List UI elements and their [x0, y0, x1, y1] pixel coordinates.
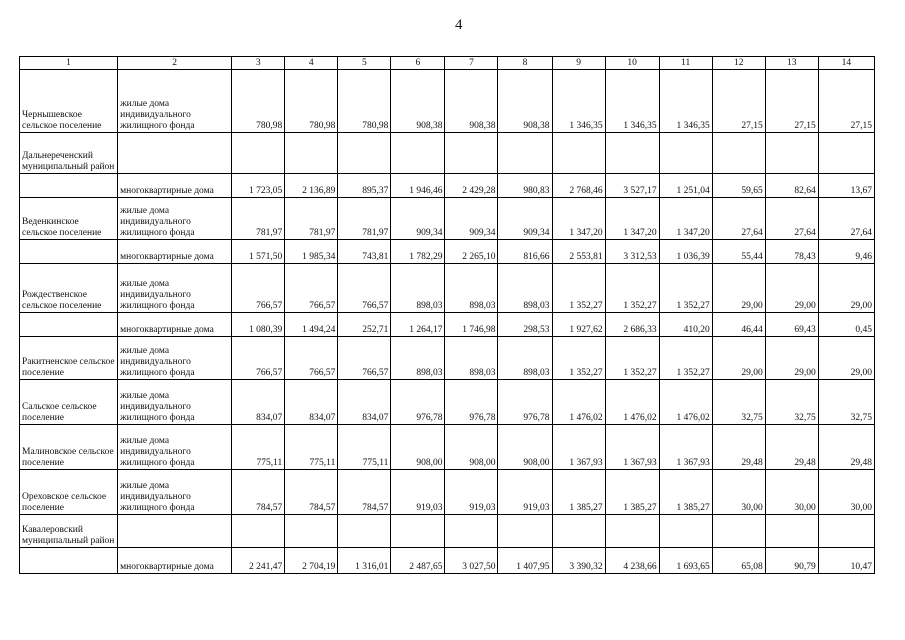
value-cell: 1 352,27	[552, 337, 605, 380]
value-cell: 1 385,27	[605, 470, 659, 515]
value-cell: 1 316,01	[338, 548, 391, 574]
column-header: 13	[765, 57, 818, 70]
value-cell: 1 080,39	[232, 313, 285, 337]
housing-type-cell: многоквартирные дома	[118, 548, 232, 574]
value-cell: 1 264,17	[391, 313, 445, 337]
value-cell: 27,15	[818, 70, 874, 133]
housing-type-cell: жилые дома индивидуального жилищного фонда	[118, 70, 232, 133]
value-cell: 1 251,04	[659, 174, 712, 198]
value-cell: 1 407,95	[498, 548, 552, 574]
value-cell: 766,57	[232, 337, 285, 380]
table-row	[20, 380, 875, 425]
value-cell: 784,57	[232, 470, 285, 515]
value-cell	[605, 515, 659, 548]
value-cell: 908,38	[498, 70, 552, 133]
value-cell	[285, 515, 338, 548]
value-cell: 895,37	[338, 174, 391, 198]
value-cell: 298,53	[498, 313, 552, 337]
value-cell: 29,48	[765, 425, 818, 470]
value-cell: 1 723,05	[232, 174, 285, 198]
value-cell	[765, 515, 818, 548]
value-cell: 834,07	[338, 380, 391, 425]
value-cell	[338, 133, 391, 174]
value-cell: 2 768,46	[552, 174, 605, 198]
value-cell: 775,11	[285, 425, 338, 470]
value-cell: 1 346,35	[552, 70, 605, 133]
value-cell: 1 352,27	[605, 264, 659, 313]
value-cell: 27,15	[712, 70, 765, 133]
settlement-name-cell	[20, 313, 118, 337]
value-cell	[232, 515, 285, 548]
value-cell: 976,78	[498, 380, 552, 425]
value-cell: 784,57	[285, 470, 338, 515]
value-cell: 1 367,93	[605, 425, 659, 470]
page-number: 4	[455, 17, 463, 33]
settlement-name-cell: Малиновское сельское поселение	[20, 425, 118, 470]
value-cell: 898,03	[445, 337, 498, 380]
value-cell: 781,97	[285, 198, 338, 240]
value-cell: 919,03	[445, 470, 498, 515]
settlement-name-cell: Сальское сельское поселение	[20, 380, 118, 425]
value-cell: 30,00	[712, 470, 765, 515]
value-cell: 3 390,32	[552, 548, 605, 574]
table-header-row	[20, 57, 875, 70]
column-header: 4	[285, 57, 338, 70]
value-cell: 766,57	[285, 337, 338, 380]
value-cell: 4 238,66	[605, 548, 659, 574]
housing-type-cell: жилые дома индивидуального жилищного фонда	[118, 337, 232, 380]
table-row	[20, 240, 875, 264]
column-header: 14	[818, 57, 874, 70]
value-cell: 909,34	[391, 198, 445, 240]
column-header: 1	[20, 57, 118, 70]
settlement-name-cell: Дальнереченский муниципальный район	[20, 133, 118, 174]
table-row	[20, 337, 875, 380]
settlement-name-cell: Веденкинское сельское поселение	[20, 198, 118, 240]
value-cell: 252,71	[338, 313, 391, 337]
value-cell: 780,98	[232, 70, 285, 133]
value-cell	[712, 133, 765, 174]
value-cell: 29,00	[765, 337, 818, 380]
value-cell: 908,00	[445, 425, 498, 470]
value-cell: 2 265,10	[445, 240, 498, 264]
value-cell: 46,44	[712, 313, 765, 337]
value-cell: 30,00	[818, 470, 874, 515]
housing-type-cell: многоквартирные дома	[118, 174, 232, 198]
value-cell: 1 347,20	[605, 198, 659, 240]
value-cell	[765, 133, 818, 174]
value-cell: 2 704,19	[285, 548, 338, 574]
column-header: 9	[552, 57, 605, 70]
value-cell: 1 476,02	[605, 380, 659, 425]
column-header: 8	[498, 57, 552, 70]
value-cell: 834,07	[285, 380, 338, 425]
value-cell: 78,43	[765, 240, 818, 264]
table-row	[20, 133, 875, 174]
housing-type-cell: жилые дома индивидуального жилищного фонда	[118, 198, 232, 240]
value-cell: 29,00	[765, 264, 818, 313]
housing-type-cell: многоквартирные дома	[118, 313, 232, 337]
value-cell	[498, 515, 552, 548]
value-cell: 1 494,24	[285, 313, 338, 337]
value-cell: 775,11	[338, 425, 391, 470]
value-cell: 29,00	[818, 337, 874, 380]
value-cell: 816,66	[498, 240, 552, 264]
value-cell: 766,57	[338, 337, 391, 380]
settlement-name-cell	[20, 240, 118, 264]
value-cell: 784,57	[338, 470, 391, 515]
value-cell: 9,46	[818, 240, 874, 264]
value-cell: 1 782,29	[391, 240, 445, 264]
value-cell: 13,67	[818, 174, 874, 198]
value-cell: 1 036,39	[659, 240, 712, 264]
value-cell: 908,00	[498, 425, 552, 470]
value-cell: 1 476,02	[659, 380, 712, 425]
housing-type-cell	[118, 133, 232, 174]
value-cell	[338, 515, 391, 548]
value-cell: 3 312,53	[605, 240, 659, 264]
settlement-name-cell: Чернышевское сельское поселение	[20, 70, 118, 133]
value-cell: 766,57	[338, 264, 391, 313]
table-row	[20, 548, 875, 574]
value-cell: 59,65	[712, 174, 765, 198]
value-cell: 1 347,20	[552, 198, 605, 240]
table-row	[20, 425, 875, 470]
value-cell: 32,75	[765, 380, 818, 425]
value-cell: 29,48	[818, 425, 874, 470]
value-cell	[605, 133, 659, 174]
value-cell: 32,75	[712, 380, 765, 425]
value-cell: 898,03	[498, 337, 552, 380]
value-cell: 980,83	[498, 174, 552, 198]
table-row	[20, 198, 875, 240]
value-cell: 898,03	[445, 264, 498, 313]
value-cell: 1 352,27	[605, 337, 659, 380]
settlement-name-cell: Кавалеровский муниципальный район	[20, 515, 118, 548]
value-cell: 1 352,27	[659, 264, 712, 313]
value-cell: 27,64	[712, 198, 765, 240]
value-cell: 410,20	[659, 313, 712, 337]
column-header: 11	[659, 57, 712, 70]
value-cell: 976,78	[445, 380, 498, 425]
value-cell: 2 553,81	[552, 240, 605, 264]
value-cell: 1 346,35	[659, 70, 712, 133]
value-cell: 82,64	[765, 174, 818, 198]
housing-type-cell: жилые дома индивидуального жилищного фонда	[118, 470, 232, 515]
value-cell: 2 241,47	[232, 548, 285, 574]
value-cell: 743,81	[338, 240, 391, 264]
value-cell	[391, 515, 445, 548]
value-cell: 781,97	[232, 198, 285, 240]
housing-type-cell: жилые дома индивидуального жилищного фонда	[118, 380, 232, 425]
value-cell: 775,11	[232, 425, 285, 470]
value-cell: 919,03	[391, 470, 445, 515]
value-cell: 909,34	[445, 198, 498, 240]
value-cell: 1 476,02	[552, 380, 605, 425]
value-cell: 898,03	[391, 337, 445, 380]
value-cell	[712, 515, 765, 548]
value-cell: 1 347,20	[659, 198, 712, 240]
table-row	[20, 174, 875, 198]
value-cell: 1 385,27	[659, 470, 712, 515]
settlement-name-cell	[20, 548, 118, 574]
value-cell: 1 946,46	[391, 174, 445, 198]
value-cell: 834,07	[232, 380, 285, 425]
value-cell: 766,57	[285, 264, 338, 313]
value-cell: 1 571,50	[232, 240, 285, 264]
value-cell	[659, 133, 712, 174]
value-cell: 780,98	[285, 70, 338, 133]
table-row	[20, 70, 875, 133]
value-cell: 766,57	[232, 264, 285, 313]
value-cell: 909,34	[498, 198, 552, 240]
value-cell: 3 027,50	[445, 548, 498, 574]
value-cell: 1 927,62	[552, 313, 605, 337]
table-row	[20, 470, 875, 515]
value-cell	[445, 133, 498, 174]
value-cell: 2 686,33	[605, 313, 659, 337]
value-cell: 976,78	[391, 380, 445, 425]
column-header: 5	[338, 57, 391, 70]
value-cell	[232, 133, 285, 174]
value-cell: 919,03	[498, 470, 552, 515]
value-cell: 2 429,28	[445, 174, 498, 198]
value-cell: 27,15	[765, 70, 818, 133]
value-cell: 1 352,27	[552, 264, 605, 313]
value-cell: 2 136,89	[285, 174, 338, 198]
value-cell	[818, 133, 874, 174]
value-cell: 908,38	[391, 70, 445, 133]
value-cell: 1 693,65	[659, 548, 712, 574]
value-cell: 29,00	[818, 264, 874, 313]
value-cell: 780,98	[338, 70, 391, 133]
value-cell: 55,44	[712, 240, 765, 264]
column-header: 6	[391, 57, 445, 70]
value-cell: 781,97	[338, 198, 391, 240]
value-cell: 1 352,27	[659, 337, 712, 380]
value-cell: 1 367,93	[659, 425, 712, 470]
value-cell: 29,48	[712, 425, 765, 470]
value-cell	[552, 133, 605, 174]
housing-type-cell: жилые дома индивидуального жилищного фонда	[118, 264, 232, 313]
value-cell: 29,00	[712, 337, 765, 380]
value-cell: 1 367,93	[552, 425, 605, 470]
value-cell: 65,08	[712, 548, 765, 574]
value-cell: 2 487,65	[391, 548, 445, 574]
housing-type-cell	[118, 515, 232, 548]
table-row	[20, 515, 875, 548]
value-cell: 0,45	[818, 313, 874, 337]
value-cell: 908,00	[391, 425, 445, 470]
value-cell: 898,03	[391, 264, 445, 313]
value-cell: 90,79	[765, 548, 818, 574]
column-header: 3	[232, 57, 285, 70]
value-cell	[285, 133, 338, 174]
value-cell	[659, 515, 712, 548]
value-cell	[391, 133, 445, 174]
value-cell: 3 527,17	[605, 174, 659, 198]
settlement-name-cell: Ореховское сельское поселение	[20, 470, 118, 515]
housing-type-cell: многоквартирные дома	[118, 240, 232, 264]
settlement-name-cell: Рождественское сельское поселение	[20, 264, 118, 313]
value-cell: 1 346,35	[605, 70, 659, 133]
value-cell: 898,03	[498, 264, 552, 313]
column-header: 7	[445, 57, 498, 70]
value-cell: 1 985,34	[285, 240, 338, 264]
value-cell: 10,47	[818, 548, 874, 574]
value-cell	[552, 515, 605, 548]
value-cell: 27,64	[818, 198, 874, 240]
value-cell: 30,00	[765, 470, 818, 515]
tariff-table	[19, 56, 875, 574]
value-cell: 69,43	[765, 313, 818, 337]
value-cell: 1 385,27	[552, 470, 605, 515]
value-cell: 1 746,98	[445, 313, 498, 337]
settlement-name-cell: Ракитненское сельское поселение	[20, 337, 118, 380]
value-cell	[445, 515, 498, 548]
value-cell: 32,75	[818, 380, 874, 425]
value-cell: 29,00	[712, 264, 765, 313]
value-cell: 908,38	[445, 70, 498, 133]
housing-type-cell: жилые дома индивидуального жилищного фонда	[118, 425, 232, 470]
settlement-name-cell	[20, 174, 118, 198]
value-cell	[818, 515, 874, 548]
value-cell: 27,64	[765, 198, 818, 240]
table-row	[20, 264, 875, 313]
column-header: 10	[605, 57, 659, 70]
column-header: 12	[712, 57, 765, 70]
column-header: 2	[118, 57, 232, 70]
value-cell	[498, 133, 552, 174]
table-row	[20, 313, 875, 337]
